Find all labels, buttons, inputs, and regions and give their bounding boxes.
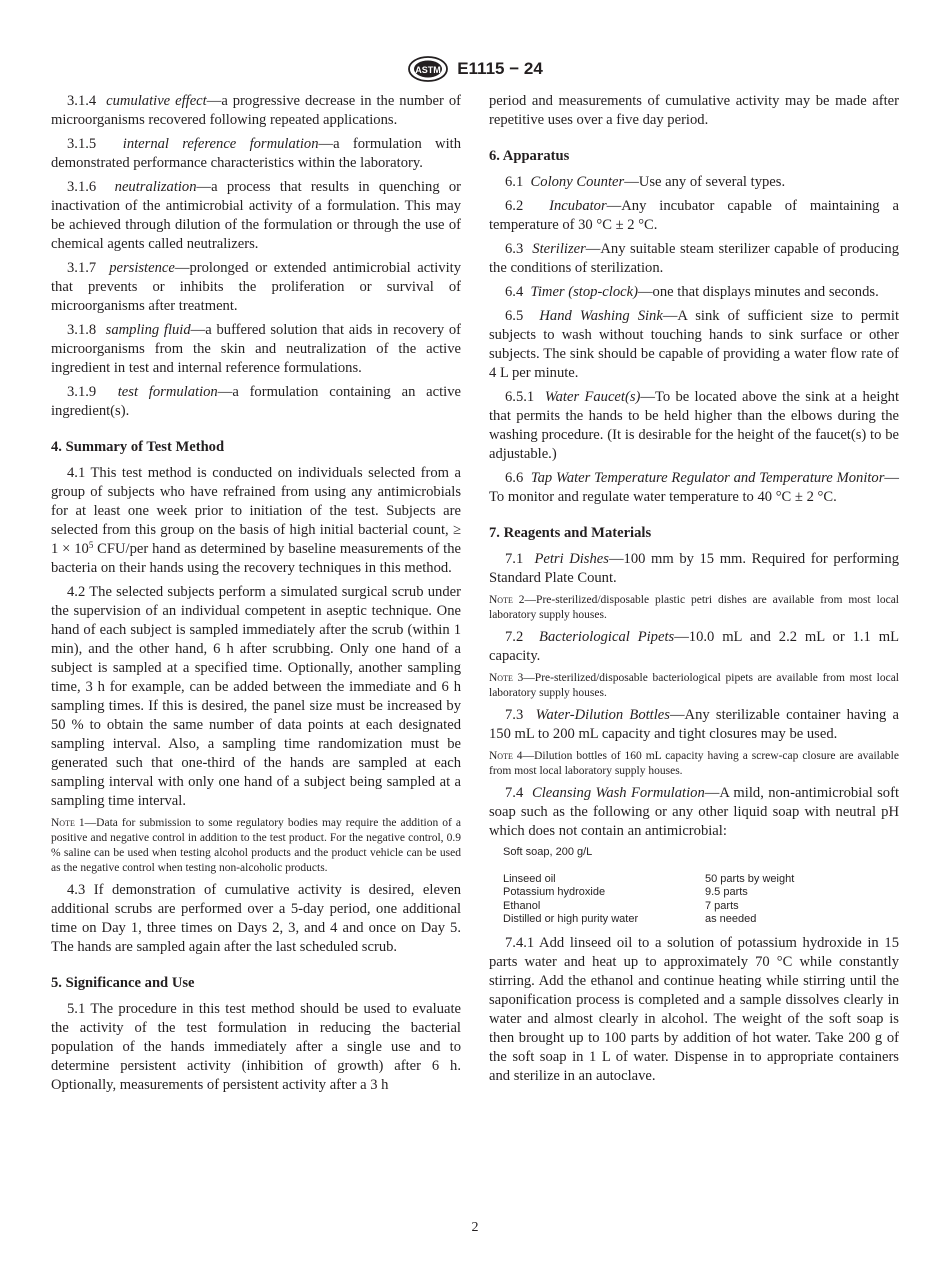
apparatus-6-4: 6.4 Timer (stop-clock)—one that displays minutes and seconds. <box>505 284 879 300</box>
table-row: Potassium hydroxide 9.5 parts <box>503 886 748 898</box>
apparatus-6-6: 6.6 Tap Water Temperature Regulator and Temperature Monitor—To monitor and regulate water temperature to 40 °C ± 2 °C. <box>489 470 900 505</box>
definition-3-1-7: 3.1.7 persistence—prolonged or extended antimicrobial activity that prevents or inhibits the proliferation or survival of microorganisms after treatment. <box>51 260 461 314</box>
section-7-heading: 7. Reagents and Materials <box>489 525 652 541</box>
right-column <box>489 92 899 1091</box>
note-3: Note 3—Pre-sterilized/disposable bacteriological pipets are available from most local laboratory supply houses. <box>489 672 899 699</box>
definition-3-1-4: 3.1.4 cumulative effect—a progressive decrease in the number of microorganisms recovered following repeated applications. <box>51 93 461 128</box>
definition-3-1-5: 3.1.5 internal reference formulation—a formulation with demonstrated performance characteristics within the laboratory. <box>51 136 461 171</box>
apparatus-6-1: 6.1 Colony Counter—Use any of several types. <box>505 174 786 190</box>
apparatus-6-2: 6.2 Incubator—Any incubator capable of maintaining a temperature of 30 °C ± 2 °C. <box>489 198 899 233</box>
section-5-heading: 5. Significance and Use <box>51 975 195 991</box>
apparatus-6-3: 6.3 Sterilizer—Any suitable steam sterilizer capable of producing the conditions of sterilization. <box>489 241 899 276</box>
note-1: Note 1—Data for submission to some regulatory bodies may require the addition of a positive and negative control in addition to the test product. For the negative control, 0.9 % saline can be used when testing alcohol products and the product vehicle can be used as the negative control when testing non-alcoholic products. <box>51 817 462 874</box>
section-6-heading: 6. Apparatus <box>489 148 570 164</box>
reagent-7-3: 7.3 Water-Dilution Bottles—Any sterilizable container having a 150 mL to 200 mL capacity and tight closures may be used. <box>489 707 900 742</box>
formula-table <box>503 873 794 927</box>
paragraph-4-3: 4.3 If demonstration of cumulative activity is desired, eleven additional scrubs are performed over a 5-day period, one additional time on Day 1, three times on Days 2, 3, and 4 and once on Day 5. The hands are sampled again after the last scheduled scrub. <box>51 882 461 955</box>
paragraph-4-2: 4.2 The selected subjects perform a simulated surgical scrub under the supervision of an individual competent in aseptic technique. One hand of each subject is sampled immediately after the scrub (within 1 min), and the other hand, 6 h after scrubbing. Only one hand of a subject is sampled at a specified time. Optionally, another sampling time, 3 h for example, can be added between the immediate and 6 h sampling times. If this is desired, the panel size must be increased by 50 % to obtain the same number of data points at each designated sampling interval. Also, a sampling time randomization must be generated such that one-third of the hands are sampled at each sampling interval with only one hand of a subject being sampled at a sampling time interval. <box>51 584 461 809</box>
section-4-heading: 4. Summary of Test Method <box>51 439 225 455</box>
page-number: 2 <box>471 1220 479 1235</box>
soft-soap-formula <box>503 846 899 927</box>
definition-3-1-6: 3.1.6 neutralization—a process that results in quenching or inactivation of the antimicrobial activity of a formulation. This may be achieved through dilution of the formulation or through the use of chemical agents called neutralizers. <box>51 179 462 252</box>
table-row: Ethanol 7 parts <box>503 899 739 912</box>
apparatus-6-5-1: 6.5.1 Water Faucet(s)—To be located above the sink at a height that permits the hands to be held higher than the elbows during the washing procedure. (It is desirable for the height of the faucet(s) to be adjustable.) <box>489 389 900 462</box>
reagent-7-1: 7.1 Petri Dishes—100 mm by 15 mm. Required for performing Standard Plate Count. <box>489 551 899 586</box>
formula-title: Soft soap, 200 g/L <box>503 846 593 858</box>
svg-text:ASTM: ASTM <box>415 65 441 75</box>
note-4: Note 4—Dilution bottles of 160 mL capacity having a screw-cap closure are available from most local laboratory supply houses. <box>489 750 899 777</box>
definition-3-1-9: 3.1.9 test formulation—a formulation containing an active ingredient(s). <box>51 384 462 419</box>
left-column <box>51 92 461 1100</box>
paragraph-5-1-continued: period and measurements of cumulative activity may be made after repetitive uses over a five day period. <box>489 93 899 128</box>
paragraph-4-1: 4.1 This test method is conducted on individuals selected from a group of subjects who have refrained from using any antimicrobials for at least one week prior to initiation of the test. Subjects are selected from this group on the basis of high initial bacterial count, ≥ $1 \times 10^5$ CFU/per hand as determined by baseline measurements of the bacteria on their hands using the recovery techniques in this method. <box>51 465 461 576</box>
definition-3-1-8: 3.1.8 sampling fluid—a buffered solution that aids in recovery of microorganisms from the skin and neutralization of the active ingredient in test and internal reference formulations. <box>51 322 462 376</box>
table-row: Linseed oil 50 parts by weight <box>503 872 795 885</box>
astm-logo <box>407 56 449 82</box>
paragraph-7-4-1: 7.4.1 Add linseed oil to a solution of potassium hydroxide in 15 parts water and heat up to approximately 70 °C while constantly stirring. Add the ethanol and continue heating while stirring until the saponification process is completed and a sample dissolves clearly in water and almost clearly in alcohol. The weight of the soft soap is then brought up to 100 parts by addition of hot water. Take 200 g of the soft soap in 1 L of water. Dispense in to appropriate containers and sterilize in an autoclave. <box>489 934 899 1084</box>
table-row: Distilled or high purity water as needed <box>503 913 757 925</box>
standard-designation: E1115 − 24 <box>457 59 543 78</box>
page-header <box>0 56 950 82</box>
note-2: Note 2—Pre-sterilized/disposable plastic petri dishes are available from most local laboratory supply houses. <box>489 594 899 621</box>
paragraph-5-1: 5.1 The procedure in this test method should be used to evaluate the activity of the test formulation in reducing the bacterial population of the hands immediately after a single use and to determine persistent activity (inhibition of growth) after 6 h. Optionally, measurements of persistent activity after a 3 h <box>51 1001 461 1093</box>
reagent-7-4: 7.4 Cleansing Wash Formulation—A mild, non-antimicrobial soft soap such as the following or any other liquid soap with neutral pH which does not contain an antimicrobial: <box>489 785 899 839</box>
reagent-7-2: 7.2 Bacteriological Pipets—10.0 mL and 2.2 mL or 1.1 mL capacity. <box>489 629 899 664</box>
apparatus-6-5: 6.5 Hand Washing Sink—A sink of sufficient size to permit subjects to wash without touching hands to sink surface or other subjects. The sink should be capable of providing a water flow rate of 4 L per minute. <box>489 308 900 381</box>
